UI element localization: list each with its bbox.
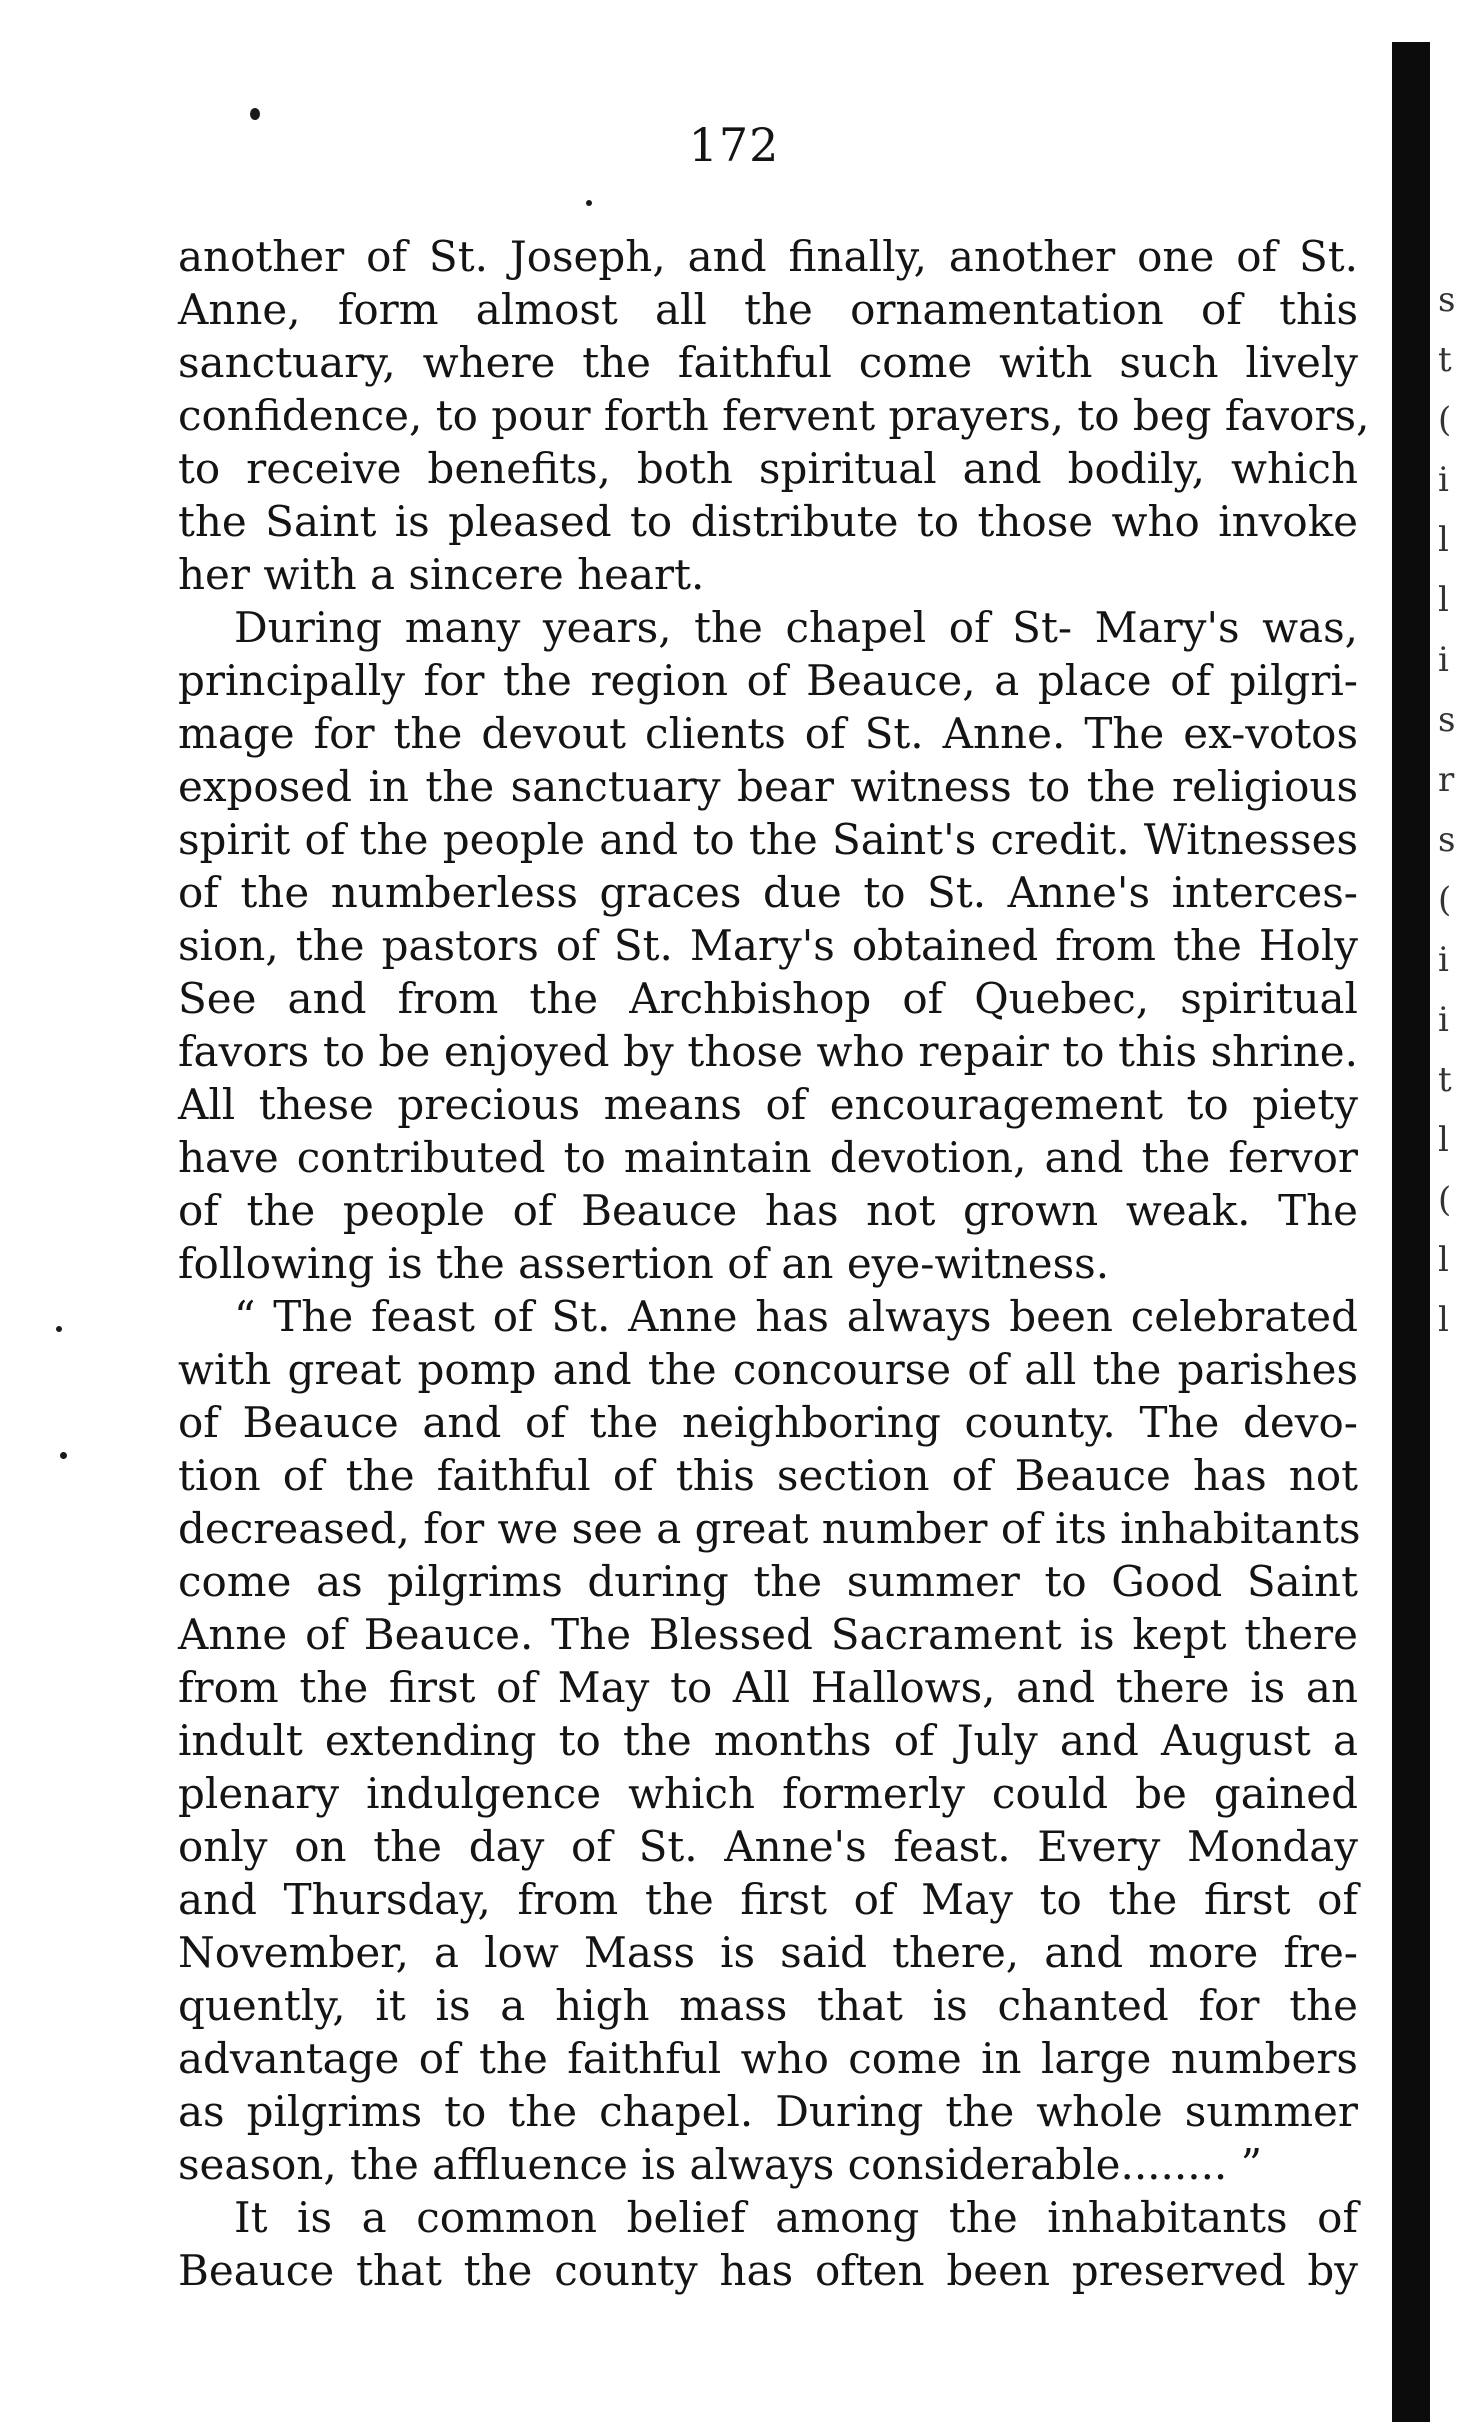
text-line: have contributed to maintain devotion, and the fervor <box>178 1133 1358 1182</box>
gutter-fragment: i <box>1438 640 1449 680</box>
text-line: sion, the pastors of St. Mary's obtained from the Holy <box>178 921 1358 970</box>
text-line: quently, it is a high mass that is chanted for the <box>178 1981 1358 2030</box>
gutter-fragment: l <box>1438 1300 1449 1340</box>
gutter-fragment: ( <box>1438 1180 1452 1220</box>
ink-speck <box>60 1452 67 1459</box>
text-line: the Saint is pleased to distribute to those who invoke <box>178 497 1358 546</box>
gutter-fragment: i <box>1438 940 1449 980</box>
text-line: spirit of the people and to the Saint's credit. Witnesses <box>178 815 1358 864</box>
text-line: “ The feast of St. Anne has always been celebrated <box>234 1292 1358 1341</box>
text-line: favors to be enjoyed by those who repair to this shrine. <box>178 1027 1358 1076</box>
gutter-fragment: l <box>1438 1120 1449 1160</box>
text-line: tion of the faithful of this section of Beauce has not <box>178 1451 1358 1500</box>
text-line: plenary indulgence which formerly could be gained <box>178 1769 1358 1818</box>
text-line: confidence, to pour forth fervent prayers, to beg favors, <box>178 391 1370 440</box>
gutter-fragment: r <box>1438 760 1455 800</box>
binding-shadow <box>1392 42 1430 2422</box>
text-line: Anne, form almost all the ornamentation of this <box>178 285 1358 334</box>
text-line: come as pilgrims during the summer to Good Saint <box>178 1557 1358 1606</box>
facing-page-fragments <box>1438 270 1466 1350</box>
text-line: exposed in the sanctuary bear witness to the religious <box>178 762 1358 811</box>
paragraph <box>178 230 1370 601</box>
gutter-fragment: i <box>1438 460 1449 500</box>
text-line: It is a common belief among the inhabitants of <box>234 2193 1358 2242</box>
text-line: November, a low Mass is said there, and more fre- <box>178 1928 1358 1977</box>
text-line: season, the affluence is always considerable........ ” <box>178 2140 1263 2189</box>
ink-speck <box>56 1326 62 1332</box>
text-line: and Thursday, from the first of May to the first of <box>178 1875 1358 1924</box>
text-line: as pilgrims to the chapel. During the whole summer <box>178 2087 1358 2136</box>
paragraph <box>178 1290 1361 2191</box>
gutter-fragment: t <box>1438 340 1452 380</box>
gutter-fragment: ( <box>1438 400 1452 440</box>
text-line: from the first of May to All Hallows, and there is an <box>178 1663 1358 1712</box>
text-line: principally for the region of Beauce, a place of pilgri- <box>178 656 1358 705</box>
text-line: of the numberless graces due to St. Anne's interces- <box>178 868 1358 917</box>
text-line: During many years, the chapel of St- Mary's was, <box>234 603 1358 652</box>
gutter-fragment: l <box>1438 1240 1449 1280</box>
text-line: advantage of the faithful who come in large numbers <box>178 2034 1358 2083</box>
gutter-fragment: l <box>1438 520 1449 560</box>
text-line: her with a sincere heart. <box>178 550 705 599</box>
body-text <box>178 230 1370 2297</box>
gutter-fragment: s <box>1438 820 1456 860</box>
gutter-fragment: t <box>1438 1060 1452 1100</box>
ink-speck <box>586 200 592 206</box>
gutter-fragment: l <box>1438 580 1449 620</box>
text-line: mage for the devout clients of St. Anne. The ex-votos <box>178 709 1358 758</box>
text-line: sanctuary, where the faithful come with such lively <box>178 338 1358 387</box>
text-line: Beauce that the county has often been preserved by <box>178 2246 1358 2295</box>
page-number: 172 <box>688 118 780 172</box>
gutter-fragment: s <box>1438 700 1456 740</box>
paragraph <box>178 2191 1358 2297</box>
text-line: another of St. Joseph, and finally, another one of St. <box>178 232 1358 281</box>
paragraph <box>178 601 1358 1290</box>
gutter-fragment: s <box>1438 280 1456 320</box>
text-line: only on the day of St. Anne's feast. Every Monday <box>178 1822 1358 1871</box>
text-line: following is the assertion of an eye-witness. <box>178 1239 1110 1288</box>
text-line: with great pomp and the concourse of all the parishes <box>178 1345 1358 1394</box>
text-line: See and from the Archbishop of Quebec, spiritual <box>178 974 1358 1023</box>
gutter-fragment: ( <box>1438 880 1452 920</box>
text-line: indult extending to the months of July and August a <box>178 1716 1358 1765</box>
gutter-fragment: i <box>1438 1000 1449 1040</box>
text-line: All these precious means of encouragement to piety <box>178 1080 1358 1129</box>
text-line: of Beauce and of the neighboring county. The devo- <box>178 1398 1358 1447</box>
text-line: decreased, for we see a great number of its inhabitants <box>178 1504 1361 1553</box>
text-line: Anne of Beauce. The Blessed Sacrament is kept there <box>178 1610 1358 1659</box>
text-line: to receive benefits, both spiritual and bodily, which <box>178 444 1358 493</box>
text-line: of the people of Beauce has not grown weak. The <box>178 1186 1358 1235</box>
